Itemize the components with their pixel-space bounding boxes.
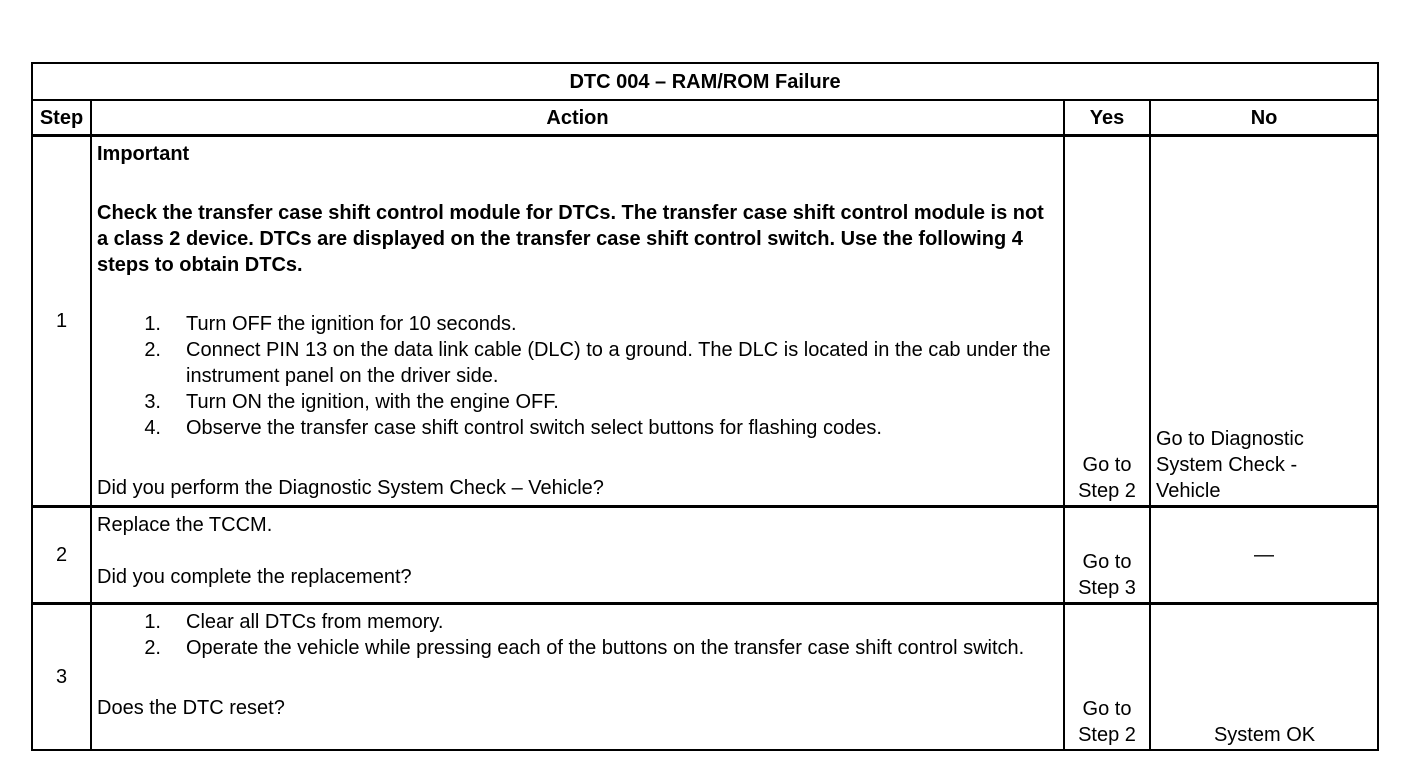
procedure-list — [97, 311, 1057, 441]
step-number: 3 — [32, 603, 91, 750]
no-cell: System OK — [1150, 603, 1378, 750]
procedure-list — [97, 609, 1057, 661]
header-step: Step — [32, 100, 91, 136]
important-label: Important — [97, 143, 190, 166]
step-number: 1 — [32, 136, 91, 507]
action-cell — [91, 603, 1064, 750]
no-cell: — — [1150, 507, 1378, 603]
yes-cell: Go to Step 2 — [1064, 136, 1150, 507]
no-cell: Go to Diagnostic System Check - Vehicle — [1150, 136, 1378, 507]
list-item: 1. Clear all DTCs from memory. — [144, 610, 444, 633]
header-no: No — [1150, 100, 1378, 136]
list-item: 4. Observe the transfer case shift control switch select buttons for flashing codes. — [144, 417, 882, 440]
question-text: Did you complete the replacement? — [97, 566, 412, 589]
action-text: Replace the TCCM. — [97, 514, 273, 537]
diagnostic-table — [31, 62, 1379, 751]
diagnostic-table-container — [31, 62, 1377, 751]
yes-cell: Go to Step 2 — [1064, 603, 1150, 750]
action-cell — [91, 507, 1064, 603]
table-row — [32, 136, 1378, 507]
table-row — [32, 507, 1378, 603]
table-title: DTC 004 – RAM/ROM Failure — [32, 63, 1378, 100]
header-yes: Yes — [1064, 100, 1150, 136]
list-item: 2. Operate the vehicle while pressing each of the buttons on the transfer case shift control switch. — [144, 636, 1025, 659]
list-item: 3. Turn ON the ignition, with the engine OFF. — [144, 391, 559, 414]
question-text: Did you perform the Diagnostic System Check – Vehicle? — [97, 477, 604, 500]
action-cell — [91, 136, 1064, 507]
step-number: 2 — [32, 507, 91, 603]
table-row — [32, 603, 1378, 750]
question-text: Does the DTC reset? — [97, 696, 285, 719]
header-action: Action — [91, 100, 1064, 136]
yes-cell: Go to Step 3 — [1064, 507, 1150, 603]
list-item: 2. Connect PIN 13 on the data link cable (DLC) to a ground. The DLC is located in the cab under the instrument panel on the driver side. — [144, 339, 1051, 388]
list-item: 1. Turn OFF the ignition for 10 seconds. — [144, 313, 517, 336]
important-note: Check the transfer case shift control module for DTCs. The transfer case shift control module is not a class 2 device. DTCs are displayed on the transfer case shift control switch. Use the following 4 steps to obtain DTCs. — [97, 202, 1044, 277]
